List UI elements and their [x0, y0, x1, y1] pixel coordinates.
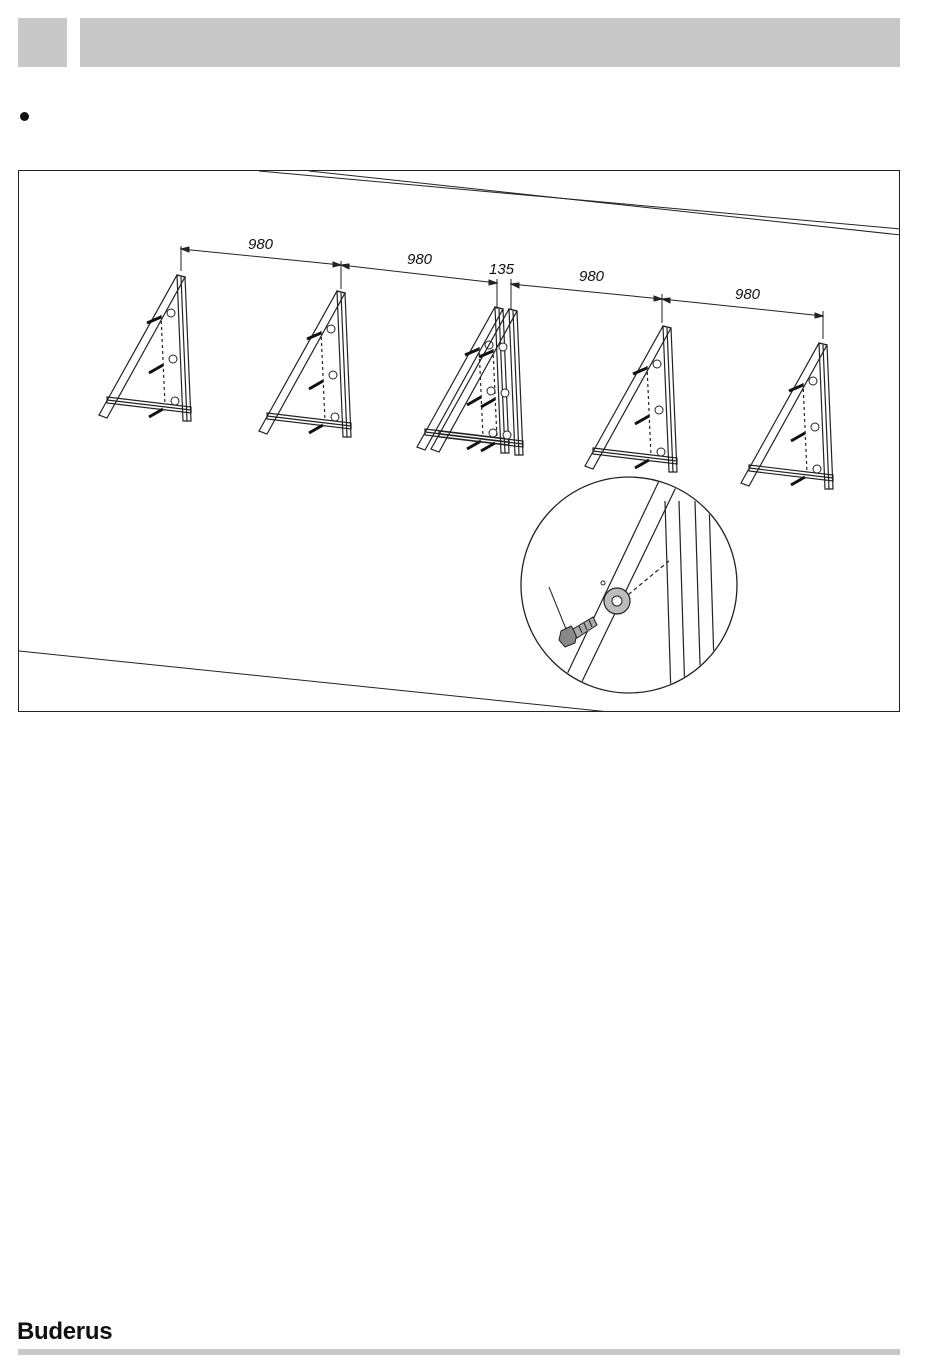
mounting-frame-2	[259, 291, 351, 437]
dimension-label-1: 980	[248, 236, 274, 253]
dimension-label-5: 980	[735, 286, 761, 303]
dimension-lines	[181, 246, 823, 339]
bullet-point	[20, 112, 29, 121]
mounting-frame-4	[585, 326, 677, 472]
mounting-frame-3a	[417, 307, 509, 453]
buderus-logo: Buderus	[17, 1318, 113, 1345]
header-chapter-box	[18, 18, 67, 67]
header-title-bar	[80, 18, 900, 67]
installation-figure	[18, 170, 900, 712]
mounting-frame-1	[99, 275, 191, 421]
mounting-frames-drawing	[19, 171, 900, 712]
dimension-label-4: 980	[579, 268, 605, 285]
detail-magnifier	[521, 477, 737, 696]
mounting-frame-5	[741, 343, 833, 489]
footer-bar	[18, 1349, 900, 1355]
dimension-label-2: 980	[407, 251, 433, 268]
dimension-label-3: 135	[489, 261, 515, 278]
roof-outline	[19, 171, 900, 712]
mounting-frame-3b	[431, 309, 523, 455]
